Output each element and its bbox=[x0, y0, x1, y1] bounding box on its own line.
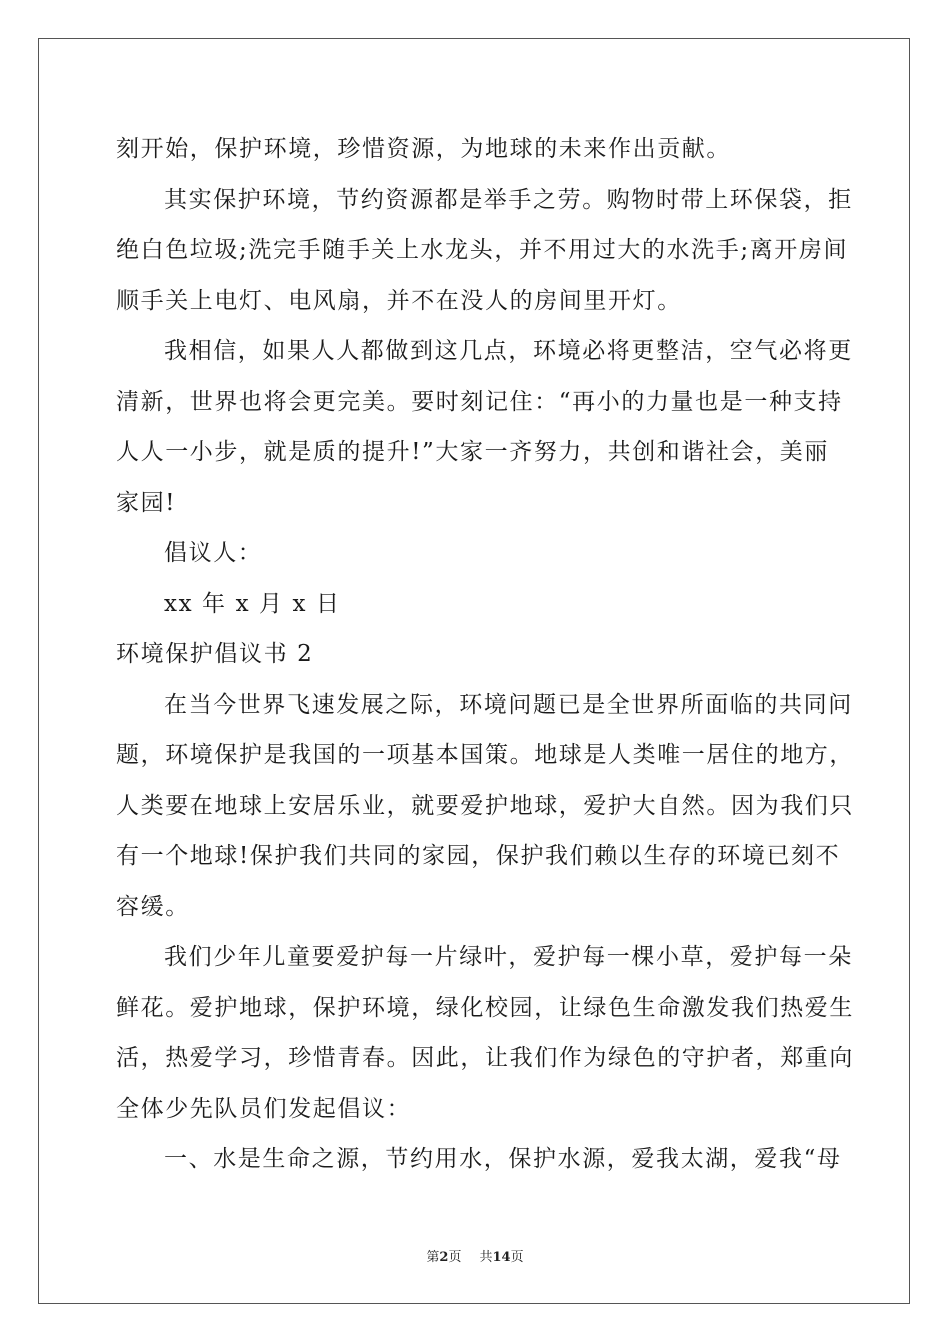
date-line: xx 年 x 月 x 日 bbox=[164, 590, 341, 617]
text-line: 人人一小步，就是质的提升!”大家一齐努力，共创和谐社会，美丽 bbox=[116, 439, 830, 465]
text-line: 绝白色垃圾;洗完手随手关上水龙头，并不用过大的水洗手;离开房间 bbox=[116, 237, 849, 263]
text-line: 家园! bbox=[116, 489, 177, 516]
text-line: 容缓。 bbox=[116, 893, 190, 920]
signatory-label: 倡议人： bbox=[164, 540, 263, 566]
text-line: 鲜花。爱护地球，保护环境，绿化校园，让绿色生命激发我们热爱生 bbox=[116, 994, 854, 1021]
section-heading: 环境保护倡议书 2 bbox=[116, 641, 314, 667]
text-line: 其实保护环境，节约资源都是举手之劳。购物时带上环保袋，拒 bbox=[164, 186, 853, 213]
page-number: 2 bbox=[439, 1250, 449, 1265]
page-suffix: 页 bbox=[448, 1250, 462, 1265]
total-pages: 14 bbox=[492, 1250, 511, 1265]
text-line: 刻开始，保护环境，珍惜资源，为地球的未来作出贡献。 bbox=[116, 136, 731, 162]
document-body bbox=[116, 124, 854, 1185]
text-line: 题，环境保护是我国的一项基本国策。地球是人类唯一居住的地方， bbox=[116, 742, 854, 768]
text-line: 顺手关上电灯、电风扇，并不在没人的房间里开灯。 bbox=[116, 287, 682, 314]
text-line: 清新，世界也将会更完美。要时刻记住：“再小的力量也是一种支持 bbox=[116, 388, 843, 415]
text-line: 有一个地球!保护我们共同的家园，保护我们赖以生存的环境已刻不 bbox=[116, 843, 841, 869]
text-line: 一、水是生命之源，节约用水，保护水源，爱我太湖，爱我“母 bbox=[164, 1146, 842, 1172]
total-suffix: 页 bbox=[510, 1250, 524, 1265]
text-line: 全体少先队员们发起倡议： bbox=[116, 1095, 412, 1122]
total-prefix: 共 bbox=[479, 1250, 493, 1265]
page-footer bbox=[0, 1246, 950, 1265]
text-line: 人类要在地球上安居乐业，就要爱护地球，爱护大自然。因为我们只 bbox=[116, 792, 854, 819]
text-line: 活，热爱学习，珍惜青春。因此，让我们作为绿色的守护者，郑重向 bbox=[116, 1045, 854, 1071]
text-line: 在当今世界飞速发展之际，环境问题已是全世界所面临的共同问 bbox=[164, 691, 853, 718]
text-line: 我相信，如果人人都做到这几点，环境必将更整洁，空气必将更 bbox=[164, 338, 853, 364]
text-line: 我们少年儿童要爱护每一片绿叶，爱护每一棵小草，爱护每一朵 bbox=[164, 944, 853, 970]
page-prefix: 第 bbox=[426, 1250, 440, 1265]
